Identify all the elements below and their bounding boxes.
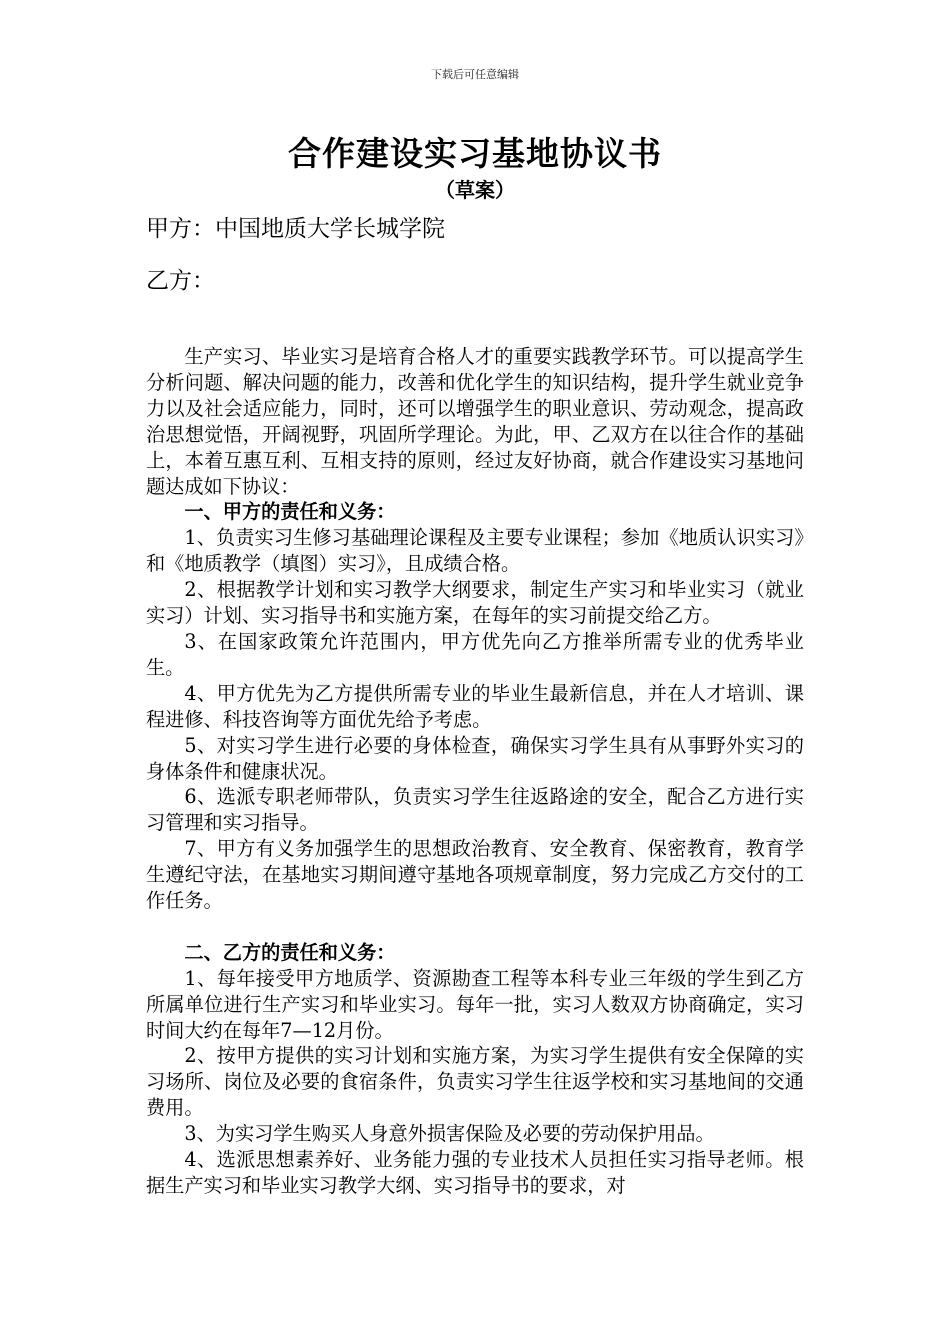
section1-item: 7、甲方有义务加强学生的思想政治教育、安全教育、保密教育，教育学生遵纪守法，在基地实习期间遵守基地各项规章制度，努力完成乙方交付的工作任务。 xyxy=(146,837,804,913)
section1-heading: 一、甲方的责任和义务： xyxy=(184,500,396,524)
document-title: 合作建设实习基地协议书 xyxy=(288,134,662,173)
section2-item: 2、按甲方提供的实习计划和实施方案，为实习学生提供有安全保障的实习场所、岗位及必要的食宿条件，负责实习学生往返学校和实习基地间的交通费用。 xyxy=(146,1044,804,1120)
section1-item: 2、根据教学计划和实习教学大纲要求，制定生产实习和毕业实习（就业实习）计划、实习指导书和实施方案，在每年的实习前提交给乙方。 xyxy=(146,578,804,628)
section2-item: 3、为实习学生购买人身意外损害保险及必要的劳动保护用品。 xyxy=(184,1122,715,1146)
section-spacer xyxy=(146,914,804,940)
section1-item: 1、负责实习生修习基础理论课程及主要专业课程；参加《地质认识实习》和《地质教学（填图）实习》，且成绩合格。 xyxy=(146,526,804,576)
intro-paragraph: 生产实习、毕业实习是培育合格人才的重要实践教学环节。可以提高学生分析问题、解决问题的能力，改善和优化学生的知识结构，提升学生就业竞争力以及社会适应能力，同时，还可以增强学生的职业意识、劳动观念，提高政治思想觉悟，开阔视野，巩固所学理论。为此，甲、乙双方在以往合作的基础上，本着互惠互利、互相支持的原则，经过友好协商，就合作建设实习基地问题达成如下协议： xyxy=(146,345,804,498)
document-body xyxy=(146,344,804,1199)
party-b: 乙方： xyxy=(146,268,215,294)
section1-item: 5、对实习学生进行必要的身体检查，确保实习学生具有从事野外实习的身体条件和健康状况。 xyxy=(146,733,804,783)
section1-item: 6、选派专职老师带队，负责实习学生往返路途的安全，配合乙方进行实习管理和实习指导。 xyxy=(146,785,804,835)
section1-item: 3、在国家政策允许范围内，甲方优先向乙方推举所需专业的优秀毕业生。 xyxy=(146,629,804,679)
header-note: 下载后可任意编辑 xyxy=(431,68,519,81)
section2-item: 1、每年接受甲方地质学、资源勘查工程等本科专业三年级的学生到乙方所属单位进行生产实习和毕业实习。每年一批，实习人数双方协商确定，实习时间大约在每年7—12月份。 xyxy=(146,966,804,1042)
section2-heading: 二、乙方的责任和义务： xyxy=(184,940,396,964)
party-a: 甲方：中国地质大学长城学院 xyxy=(146,216,445,242)
section2-item: 4、选派思想素养好、业务能力强的专业技术人员担任实习指导老师。根据生产实习和毕业实习教学大纲、实习指导书的要求，对 xyxy=(146,1148,804,1197)
section1-item: 4、甲方优先为乙方提供所需专业的毕业生最新信息，并在人才培训、课程进修、科技咨询等方面优先给予考虑。 xyxy=(146,681,804,731)
document-subtitle: （草案） xyxy=(435,178,515,202)
